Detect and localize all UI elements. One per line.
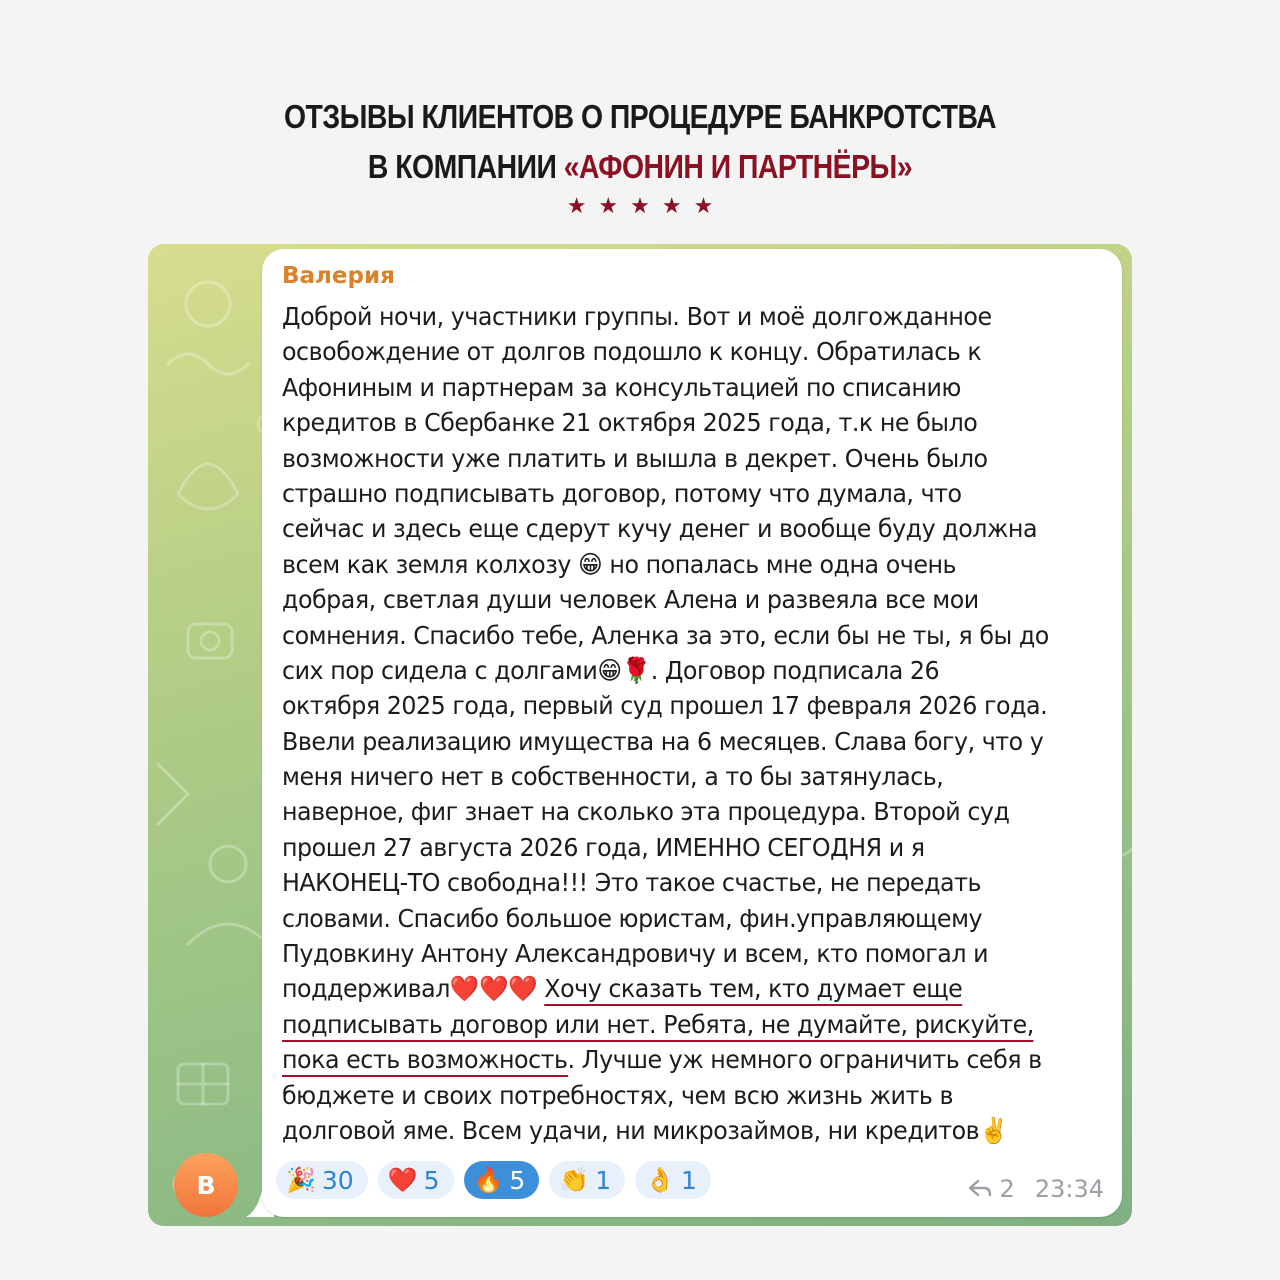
avatar[interactable] <box>174 1153 238 1217</box>
message-line: Пудовкину Антону Александровичу и всем, кто помогал и <box>282 939 989 969</box>
message-fragment: поддерживал❤️❤️❤️ <box>282 974 545 1004</box>
reaction-heart[interactable] <box>378 1161 454 1199</box>
sender-name[interactable]: Валерия <box>282 263 395 289</box>
reaction-clap[interactable] <box>549 1161 625 1199</box>
message-line <box>282 1042 1071 1077</box>
page-header <box>0 92 1280 220</box>
message-line <box>282 971 1071 1006</box>
message-time: 23:34 <box>1034 1175 1104 1203</box>
message-bubble[interactable] <box>262 249 1122 1217</box>
reaction-ok[interactable] <box>635 1161 711 1199</box>
message-line: октября 2025 года, первый суд прошел 17 февраля 2026 года. <box>282 691 1048 721</box>
underlined-fragment: Хочу сказать тем, кто думает еще <box>544 974 962 1006</box>
reaction-count: 30 <box>321 1165 354 1195</box>
reaction-count: 1 <box>595 1165 612 1195</box>
message-line: долговой яме. Всем удачи, ни микрозаймов, ни кредитов✌️ <box>282 1115 1009 1145</box>
reaction-fire[interactable] <box>464 1161 540 1199</box>
message-line: НАКОНЕЦ-ТО свободна!!! Это такое счастье, не передать <box>282 868 981 898</box>
reactions-bar <box>276 1161 711 1201</box>
message-line: бюджете и своих потребностях, чем всю жизнь жить в <box>282 1080 953 1110</box>
message-line: сих пор сидела с долгами😁🌹. Договор подписала 26 <box>282 655 940 685</box>
message-fragment: . Лучше уж немного ограничить себя в <box>567 1045 1042 1075</box>
underlined-fragment: пока есть возможность <box>282 1045 568 1077</box>
message-line: сейчас и здесь еще сдерут кучу денег и вообще буду должна <box>282 514 1038 544</box>
message-meta <box>968 1175 1104 1203</box>
reaction-count: 5 <box>423 1165 440 1195</box>
fire-icon: 🔥 <box>473 1166 504 1194</box>
message-line: наверное, фиг знает на сколько эта процедура. Второй суд <box>282 797 1010 827</box>
company-name: «АФОНИН И ПАРТНЁРЫ» <box>563 148 913 185</box>
message-line: Афониным и партнерам за консультацией по списанию <box>282 372 961 402</box>
message-line: сомнения. Спасибо тебе, Аленка за это, если бы не ты, я бы до <box>282 620 1049 650</box>
title-line-2 <box>90 142 1191 192</box>
message-line: всем как земля колхозу 😁 но попалась мне одна очень <box>282 549 957 579</box>
message-line: Ввели реализацию имущества на 6 месяцев. Слава богу, что у <box>282 726 1044 756</box>
message-line: страшно подписывать договор, потому что думала, что <box>282 478 962 508</box>
message-line: возможности уже платить и вышла в декрет. Очень было <box>282 443 988 473</box>
reaction-count: 5 <box>509 1165 526 1195</box>
reaction-count: 1 <box>680 1165 697 1195</box>
clapping-hands-icon: 👏 <box>559 1166 590 1194</box>
reaction-party[interactable] <box>276 1161 368 1199</box>
message-line: словами. Спасибо большое юристам, фин.управляющему <box>282 903 983 933</box>
message-line <box>282 1007 1071 1042</box>
ok-hand-icon: 👌 <box>645 1166 675 1194</box>
message-line: кредитов в Сбербанке 21 октября 2025 года, т.к не было <box>282 408 978 438</box>
title-line-2-prefix: В КОМПАНИИ <box>367 148 564 185</box>
message-line: меня ничего нет в собственности, а то бы затянулась, <box>282 762 944 792</box>
replies-button[interactable] <box>968 1175 1015 1203</box>
party-popper-icon: 🎉 <box>286 1166 316 1194</box>
rating-stars: ★★★★★ <box>566 194 726 219</box>
underlined-fragment: подписывать договор или нет. Ребята, не думайте, рискуйте, <box>282 1010 1034 1042</box>
message-text <box>282 299 1071 1148</box>
reply-count: 2 <box>999 1175 1015 1203</box>
message-line: Доброй ночи, участники группы. Вот и моё долгожданное <box>282 302 992 331</box>
title-line-1: ОТЗЫВЫ КЛИЕНТОВ О ПРОЦЕДУРЕ БАНКРОТСТВА <box>283 98 997 135</box>
avatar-initial: В <box>196 1170 216 1200</box>
reply-arrow-icon <box>968 1179 992 1199</box>
heart-icon: ❤️ <box>387 1166 418 1194</box>
message-line: прошел 27 августа 2026 года, ИМЕННО СЕГОДНЯ и я <box>282 832 925 862</box>
message-line: добрая, светлая души человек Алена и развеяла все мои <box>282 585 979 615</box>
message-line: освобождение от долгов подошло к концу. Обратилась к <box>282 337 982 367</box>
